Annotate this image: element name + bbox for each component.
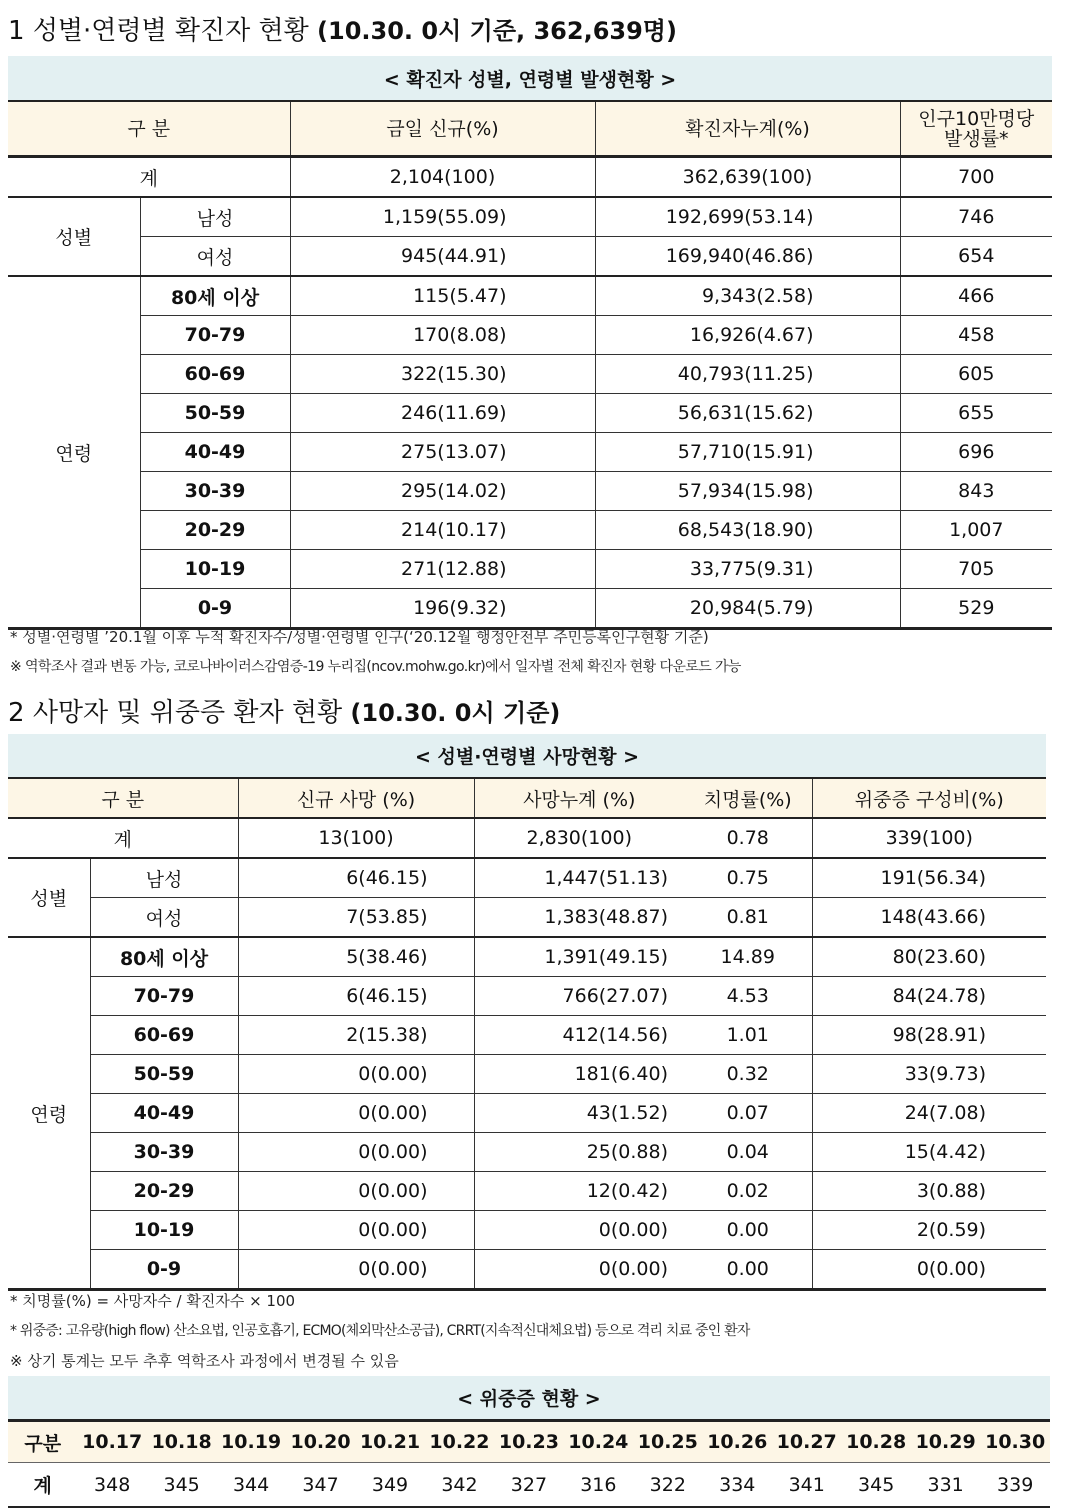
t1-header-new: 금일 신규(%) bbox=[290, 101, 595, 157]
t2-row-cum: 412(14.56) bbox=[474, 1016, 684, 1055]
t1-age-new: 115(5.47) bbox=[290, 276, 595, 316]
t2-row-label: 0-9 bbox=[90, 1250, 238, 1290]
t2-row-new: 2(15.38) bbox=[238, 1016, 474, 1055]
t2-row-label: 40-49 bbox=[90, 1094, 238, 1133]
t1-age-new: 214(10.17) bbox=[290, 511, 595, 550]
t2-total-severe: 339(100) bbox=[812, 818, 1046, 858]
t1-sex-new: 1,159(55.09) bbox=[290, 197, 595, 237]
t1-age-cum: 16,926(4.67) bbox=[595, 316, 900, 355]
t1-age-new: 295(14.02) bbox=[290, 472, 595, 511]
t1-age-rate: 458 bbox=[900, 316, 1052, 355]
t2-note-1: * 치명률(%) = 사망자수 / 확진자수 × 100 bbox=[10, 1292, 296, 1310]
table-row bbox=[8, 1250, 1046, 1290]
t2-row-cum: 0(0.00) bbox=[474, 1250, 684, 1290]
t1-age-cum: 57,934(15.98) bbox=[595, 472, 900, 511]
t2-row-fatal: 0.00 bbox=[684, 1250, 812, 1290]
t3-date: 10.20 bbox=[286, 1421, 355, 1463]
t1-sex-rate: 654 bbox=[900, 237, 1052, 277]
t1-age-label: 80세 이상 bbox=[140, 276, 290, 316]
t2-row-label: 20-29 bbox=[90, 1172, 238, 1211]
t2-row-severe: 24(7.08) bbox=[812, 1094, 1046, 1133]
severe-cases-table bbox=[8, 1376, 1050, 1508]
t1-total-label: 계 bbox=[8, 157, 290, 198]
t2-row-cum: 1,391(49.15) bbox=[474, 937, 684, 977]
t2-header-new: 신규 사망 (%) bbox=[238, 778, 474, 818]
t1-age-cum: 40,793(11.25) bbox=[595, 355, 900, 394]
t2-row-label: 60-69 bbox=[90, 1016, 238, 1055]
t2-header-category: 구 분 bbox=[8, 778, 238, 818]
t1-age-label: 60-69 bbox=[140, 355, 290, 394]
table-row bbox=[8, 472, 1052, 511]
t2-sex-group: 성별 bbox=[8, 858, 90, 937]
t2-row-label: 남성 bbox=[90, 858, 238, 898]
table-row bbox=[8, 157, 1052, 198]
t2-row-fatal: 1.01 bbox=[684, 1016, 812, 1055]
t2-row-fatal: 0.02 bbox=[684, 1172, 812, 1211]
t3-date: 10.18 bbox=[147, 1421, 216, 1463]
t1-age-label: 10-19 bbox=[140, 550, 290, 589]
t2-row-severe: 33(9.73) bbox=[812, 1055, 1046, 1094]
t2-row-severe: 148(43.66) bbox=[812, 898, 1046, 938]
t2-row-label: 30-39 bbox=[90, 1133, 238, 1172]
t1-header-rate-line1: 인구10만명당 bbox=[918, 107, 1035, 130]
t2-row-new: 0(0.00) bbox=[238, 1055, 474, 1094]
section2-heading: 사망자 및 위중증 환자 현황 bbox=[32, 698, 343, 728]
t1-note-1: * 성별·연령별 ’20.1월 이후 누적 확진자수/성별·연령별 인구(‘20.12월 행정안전부 주민등록인구현황 기준) bbox=[10, 628, 709, 646]
t2-header-severe: 위중증 구성비(%) bbox=[812, 778, 1046, 818]
t2-row-fatal: 0.00 bbox=[684, 1211, 812, 1250]
t2-age-group: 연령 bbox=[8, 937, 90, 1290]
t1-sex-new: 945(44.91) bbox=[290, 237, 595, 277]
t2-note-2: * 위중증: 고유량(high flow) 산소요법, 인공호흡기, ECMO(체외막산소공급), CRRT(지속적신대체요법) 등으로 격리 치료 중인 환자 bbox=[10, 1323, 750, 1339]
t2-row-fatal: 0.32 bbox=[684, 1055, 812, 1094]
t1-age-label: 20-29 bbox=[140, 511, 290, 550]
table-row bbox=[8, 1016, 1046, 1055]
t3-date: 10.29 bbox=[911, 1421, 980, 1463]
t2-row-fatal: 0.07 bbox=[684, 1094, 812, 1133]
t3-value: 322 bbox=[633, 1463, 702, 1508]
table2-caption: < 성별·연령별 사망현황 > bbox=[8, 734, 1046, 778]
table-row bbox=[8, 237, 1052, 277]
t1-age-new: 196(9.32) bbox=[290, 589, 595, 629]
t1-age-label: 30-39 bbox=[140, 472, 290, 511]
t2-row-fatal: 4.53 bbox=[684, 977, 812, 1016]
section2-subtitle: (10.30. 0시 기준) bbox=[350, 699, 561, 727]
t2-note-3: ※ 상기 통계는 모두 추후 역학조사 과정에서 변경될 수 있음 bbox=[10, 1352, 399, 1370]
t1-age-cum: 20,984(5.79) bbox=[595, 589, 900, 629]
t1-sex-label: 여성 bbox=[140, 237, 290, 277]
t1-age-new: 170(8.08) bbox=[290, 316, 595, 355]
table3-caption: < 위중증 현황 > bbox=[8, 1376, 1050, 1421]
t3-value: 316 bbox=[564, 1463, 633, 1508]
t3-value: 334 bbox=[703, 1463, 772, 1508]
table-row bbox=[8, 818, 1046, 858]
t2-row-severe: 3(0.88) bbox=[812, 1172, 1046, 1211]
t2-row-cum: 1,383(48.87) bbox=[474, 898, 684, 938]
table-row bbox=[8, 589, 1052, 629]
t2-row-cum: 25(0.88) bbox=[474, 1133, 684, 1172]
confirmed-cases-table bbox=[8, 56, 1052, 630]
t2-row-fatal: 0.75 bbox=[684, 858, 812, 898]
t3-value: 344 bbox=[216, 1463, 285, 1508]
t1-total-rate: 700 bbox=[900, 157, 1052, 198]
t1-age-rate: 696 bbox=[900, 433, 1052, 472]
t2-row-severe: 80(23.60) bbox=[812, 937, 1046, 977]
t2-row-severe: 0(0.00) bbox=[812, 1250, 1046, 1290]
t2-total-cum: 2,830(100) bbox=[474, 818, 684, 858]
section1-title bbox=[8, 10, 677, 47]
t1-age-new: 246(11.69) bbox=[290, 394, 595, 433]
t2-row-new: 0(0.00) bbox=[238, 1172, 474, 1211]
t1-age-rate: 605 bbox=[900, 355, 1052, 394]
t1-age-cum: 57,710(15.91) bbox=[595, 433, 900, 472]
t1-sex-label: 남성 bbox=[140, 197, 290, 237]
t1-age-rate: 529 bbox=[900, 589, 1052, 629]
section1-number: 1 bbox=[8, 16, 25, 46]
t2-row-severe: 84(24.78) bbox=[812, 977, 1046, 1016]
t1-age-cum: 68,543(18.90) bbox=[595, 511, 900, 550]
t1-sex-group: 성별 bbox=[8, 197, 140, 276]
t3-value: 349 bbox=[355, 1463, 424, 1508]
t3-row-label: 계 bbox=[8, 1463, 77, 1508]
t2-row-new: 0(0.00) bbox=[238, 1133, 474, 1172]
t2-row-new: 7(53.85) bbox=[238, 898, 474, 938]
section2-title bbox=[8, 692, 560, 729]
t2-total-new: 13(100) bbox=[238, 818, 474, 858]
t1-sex-cum: 169,940(46.86) bbox=[595, 237, 900, 277]
t2-row-cum: 0(0.00) bbox=[474, 1211, 684, 1250]
t3-date: 10.24 bbox=[564, 1421, 633, 1463]
table-row bbox=[8, 511, 1052, 550]
t2-row-new: 0(0.00) bbox=[238, 1211, 474, 1250]
t1-age-new: 275(13.07) bbox=[290, 433, 595, 472]
t2-row-new: 6(46.15) bbox=[238, 858, 474, 898]
t1-total-cum: 362,639(100) bbox=[595, 157, 900, 198]
t2-row-severe: 15(4.42) bbox=[812, 1133, 1046, 1172]
t1-note-2: ※ 역학조사 결과 변동 가능, 코로나바이러스감염증-19 누리집(ncov.mohw.go.kr)에서 일자별 전체 확진자 현황 다운로드 가능 bbox=[10, 659, 741, 675]
table-row bbox=[8, 898, 1046, 938]
t3-value: 347 bbox=[286, 1463, 355, 1508]
table-row bbox=[8, 1172, 1046, 1211]
t3-date: 10.26 bbox=[703, 1421, 772, 1463]
t1-age-cum: 9,343(2.58) bbox=[595, 276, 900, 316]
t2-row-fatal: 14.89 bbox=[684, 937, 812, 977]
t2-row-cum: 181(6.40) bbox=[474, 1055, 684, 1094]
table-row bbox=[8, 1055, 1046, 1094]
t1-age-new: 322(15.30) bbox=[290, 355, 595, 394]
table1-caption: < 확진자 성별, 연령별 발생현황 > bbox=[8, 56, 1052, 101]
t1-age-rate: 705 bbox=[900, 550, 1052, 589]
t3-date: 10.28 bbox=[841, 1421, 910, 1463]
table-row bbox=[8, 937, 1046, 977]
t2-total-fatal: 0.78 bbox=[684, 818, 812, 858]
table-row bbox=[8, 1133, 1046, 1172]
t1-age-group: 연령 bbox=[8, 276, 140, 629]
t3-value: 327 bbox=[494, 1463, 563, 1508]
t3-value: 345 bbox=[147, 1463, 216, 1508]
t3-date: 10.17 bbox=[77, 1421, 146, 1463]
t1-header-category: 구 분 bbox=[8, 101, 290, 157]
t2-row-new: 0(0.00) bbox=[238, 1094, 474, 1133]
t3-date: 10.30 bbox=[980, 1421, 1050, 1463]
t1-age-label: 0-9 bbox=[140, 589, 290, 629]
t2-row-cum: 766(27.07) bbox=[474, 977, 684, 1016]
t2-row-label: 80세 이상 bbox=[90, 937, 238, 977]
t2-row-label: 50-59 bbox=[90, 1055, 238, 1094]
t3-value: 341 bbox=[772, 1463, 841, 1508]
t3-date: 10.19 bbox=[216, 1421, 285, 1463]
deaths-table bbox=[8, 734, 1046, 1291]
t2-row-severe: 191(56.34) bbox=[812, 858, 1046, 898]
t1-header-rate bbox=[900, 101, 1052, 157]
t3-row-header: 구분 bbox=[8, 1421, 77, 1463]
t2-row-label: 10-19 bbox=[90, 1211, 238, 1250]
t1-age-cum: 33,775(9.31) bbox=[595, 550, 900, 589]
table-row bbox=[8, 197, 1052, 237]
table-row bbox=[8, 1463, 1050, 1508]
t1-age-rate: 655 bbox=[900, 394, 1052, 433]
table-row bbox=[8, 394, 1052, 433]
t3-value: 339 bbox=[980, 1463, 1050, 1508]
t3-date: 10.27 bbox=[772, 1421, 841, 1463]
t2-row-severe: 2(0.59) bbox=[812, 1211, 1046, 1250]
table-row bbox=[8, 433, 1052, 472]
t2-row-cum: 1,447(51.13) bbox=[474, 858, 684, 898]
table-row bbox=[8, 316, 1052, 355]
t2-header-fatality: 치명률(%) bbox=[684, 778, 812, 818]
t2-row-new: 6(46.15) bbox=[238, 977, 474, 1016]
t1-age-cum: 56,631(15.62) bbox=[595, 394, 900, 433]
t2-row-new: 5(38.46) bbox=[238, 937, 474, 977]
table-row bbox=[8, 1094, 1046, 1133]
t3-date: 10.22 bbox=[425, 1421, 494, 1463]
t1-sex-cum: 192,699(53.14) bbox=[595, 197, 900, 237]
t3-value: 331 bbox=[911, 1463, 980, 1508]
t1-age-rate: 843 bbox=[900, 472, 1052, 511]
t1-header-cumulative: 확진자누계(%) bbox=[595, 101, 900, 157]
t2-header-cumulative: 사망누계 (%) bbox=[474, 778, 684, 818]
table-row bbox=[8, 355, 1052, 394]
t3-date: 10.23 bbox=[494, 1421, 563, 1463]
t1-age-rate: 466 bbox=[900, 276, 1052, 316]
t1-age-rate: 1,007 bbox=[900, 511, 1052, 550]
section2-number: 2 bbox=[8, 698, 25, 728]
table-row bbox=[8, 977, 1046, 1016]
t2-row-cum: 12(0.42) bbox=[474, 1172, 684, 1211]
t1-age-label: 40-49 bbox=[140, 433, 290, 472]
t3-value: 345 bbox=[841, 1463, 910, 1508]
table-row bbox=[8, 1421, 1050, 1463]
t1-total-new: 2,104(100) bbox=[290, 157, 595, 198]
t3-date: 10.25 bbox=[633, 1421, 702, 1463]
t2-total-label: 계 bbox=[8, 818, 238, 858]
t2-row-label: 70-79 bbox=[90, 977, 238, 1016]
t2-row-fatal: 0.04 bbox=[684, 1133, 812, 1172]
table-row bbox=[8, 858, 1046, 898]
t1-age-label: 70-79 bbox=[140, 316, 290, 355]
t3-value: 342 bbox=[425, 1463, 494, 1508]
section1-heading: 성별·연령별 확진자 현황 bbox=[32, 16, 309, 46]
t1-header-rate-line2: 발생률* bbox=[943, 127, 1009, 150]
t1-age-new: 271(12.88) bbox=[290, 550, 595, 589]
t2-row-label: 여성 bbox=[90, 898, 238, 938]
t2-row-severe: 98(28.91) bbox=[812, 1016, 1046, 1055]
t2-row-fatal: 0.81 bbox=[684, 898, 812, 938]
t3-date: 10.21 bbox=[355, 1421, 424, 1463]
table-row bbox=[8, 550, 1052, 589]
table-row bbox=[8, 276, 1052, 316]
t1-age-label: 50-59 bbox=[140, 394, 290, 433]
t2-row-cum: 43(1.52) bbox=[474, 1094, 684, 1133]
t2-row-new: 0(0.00) bbox=[238, 1250, 474, 1290]
table-row bbox=[8, 1211, 1046, 1250]
t1-sex-rate: 746 bbox=[900, 197, 1052, 237]
t3-value: 348 bbox=[77, 1463, 146, 1508]
section1-subtitle: (10.30. 0시 기준, 362,639명) bbox=[317, 17, 677, 45]
